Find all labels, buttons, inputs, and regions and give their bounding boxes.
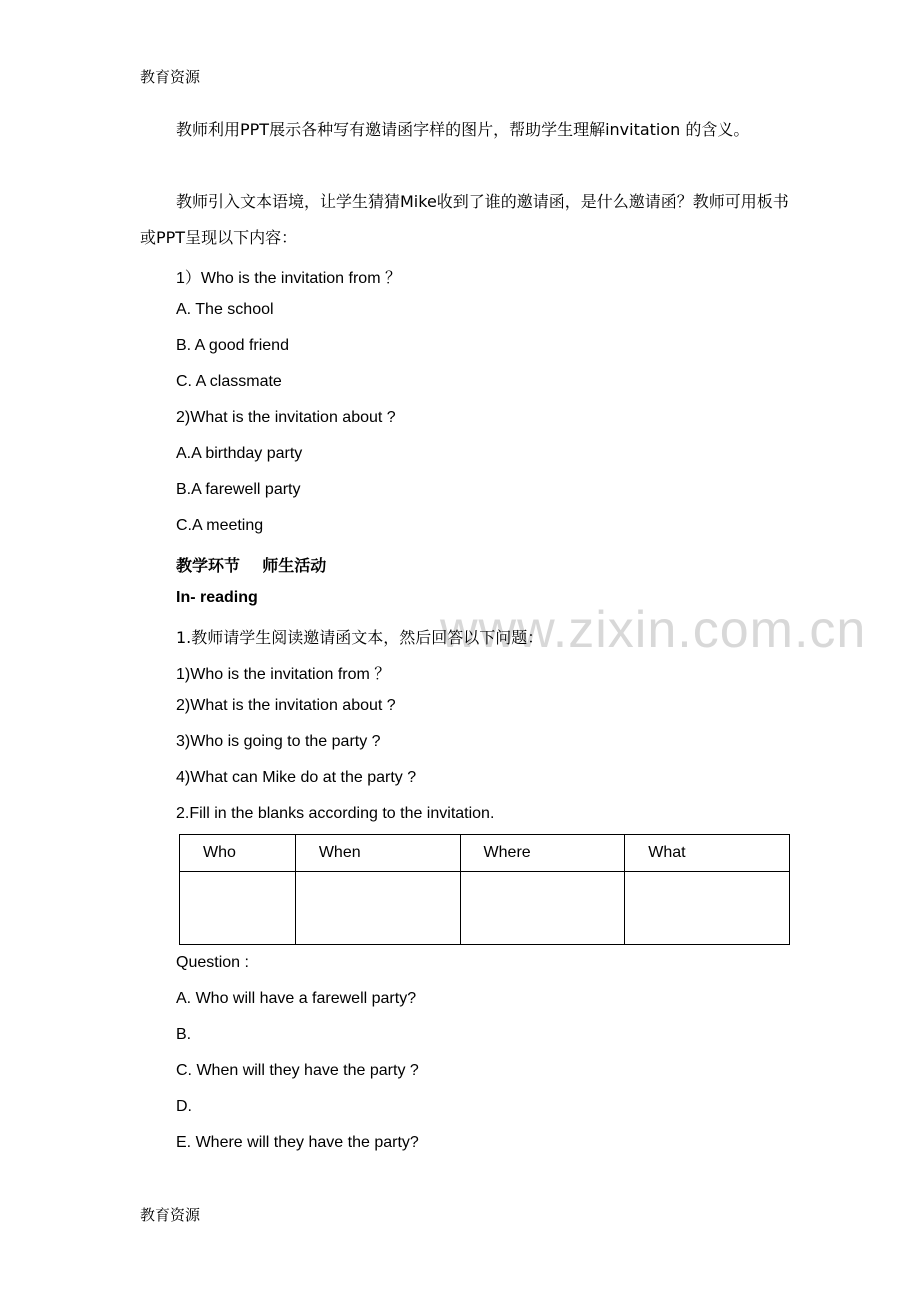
- pre-q1-option-a: A. The school: [176, 301, 274, 318]
- intro-paragraph-1: 教师利用PPT展示各种写有邀请函字样的图片，帮助学生理解invitation 的含义。: [176, 120, 750, 139]
- question-d: D.: [176, 1098, 192, 1115]
- section-heading: 教学环节 师生活动: [176, 556, 327, 575]
- in-reading-label: In- reading: [176, 589, 258, 606]
- question-a: A. Who will have a farewell party?: [176, 990, 417, 1007]
- task1-question-3: 3)Who is going to the party ?: [176, 733, 381, 750]
- blank-cell-what[interactable]: [625, 872, 790, 945]
- table-header-what: What: [625, 835, 790, 872]
- pre-q2-option-a: A.A birthday party: [176, 445, 303, 462]
- intro-paragraph-2: 教师引入文本语境，让学生猜猜Mike收到了谁的邀请函，是什么邀请函？教师可用板书或PPT呈现以下内容：: [140, 192, 789, 247]
- question-label: Question :: [176, 954, 249, 971]
- task1-question-1: 1)Who is the invitation from ？: [176, 666, 391, 683]
- pre-q2-option-c: C.A meeting: [176, 517, 264, 534]
- pre-q1-option-c: C. A classmate: [176, 373, 282, 390]
- blank-cell-who[interactable]: [180, 872, 296, 945]
- question-b: B.: [176, 1026, 192, 1043]
- table-header-where: Where: [460, 835, 625, 872]
- pre-question-1: 1）Who is the invitation from ？: [176, 270, 401, 287]
- table-row: [180, 872, 790, 945]
- page-header: 教育资源: [140, 68, 201, 86]
- task2-instruction: 2.Fill in the blanks according to the invitation.: [176, 805, 495, 822]
- question-c: C. When will they have the party ?: [176, 1062, 419, 1079]
- blank-cell-when[interactable]: [295, 872, 460, 945]
- task1-question-2: 2)What is the invitation about ?: [176, 697, 396, 714]
- pre-question-2: 2)What is the invitation about ?: [176, 409, 396, 426]
- pre-q2-option-b: B.A farewell party: [176, 481, 301, 498]
- table-header-who: Who: [180, 835, 296, 872]
- page-footer: 教育资源: [140, 1206, 201, 1224]
- question-e: E. Where will they have the party?: [176, 1134, 419, 1151]
- fill-in-table: [179, 834, 790, 945]
- table-header-when: When: [295, 835, 460, 872]
- watermark: www.zixin.com.cn: [440, 601, 867, 659]
- table-header-row: [180, 835, 790, 872]
- task1-question-4: 4)What can Mike do at the party ?: [176, 769, 417, 786]
- pre-q1-option-b: B. A good friend: [176, 337, 289, 354]
- task1-instruction: 1.教师请学生阅读邀请函文本，然后回答以下问题：: [176, 628, 544, 647]
- blank-cell-where[interactable]: [460, 872, 625, 945]
